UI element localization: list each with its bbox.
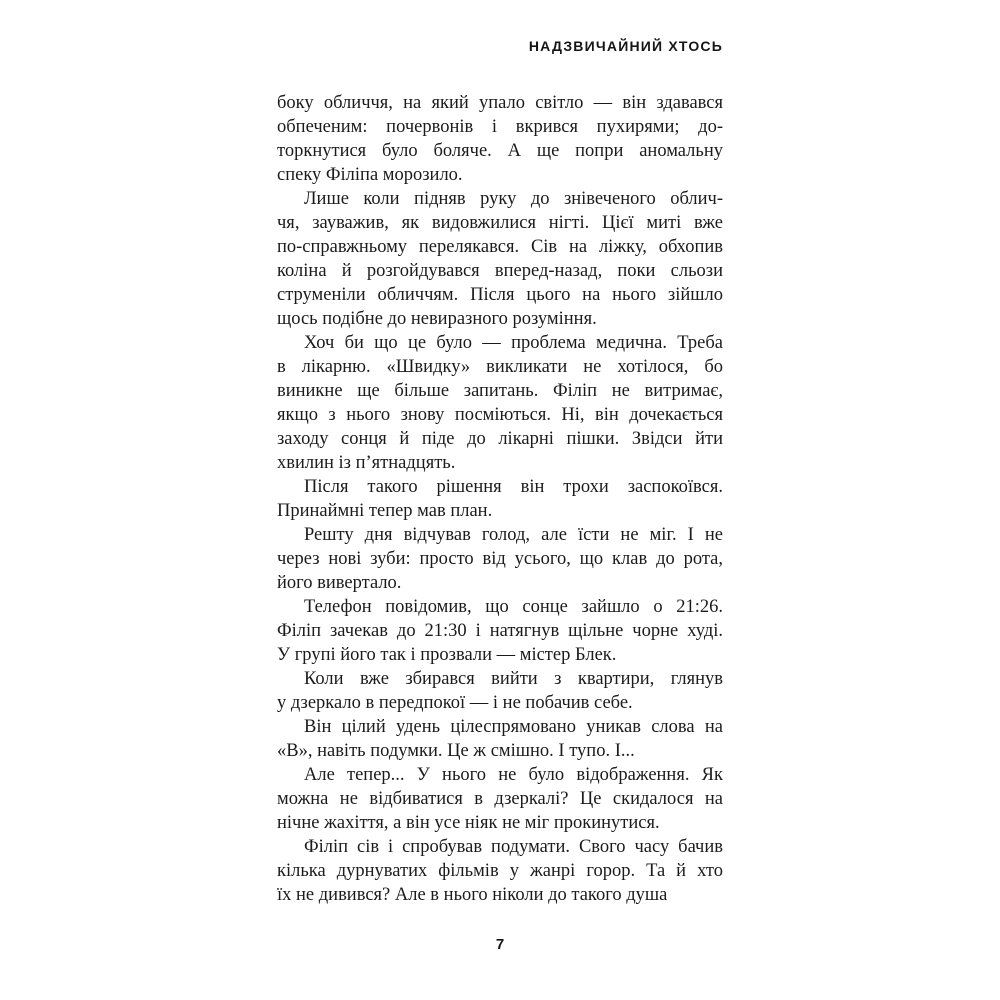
text-line: У групі його так і прозвали — містер Блек. xyxy=(277,645,617,665)
text-line: Лише коли підняв руку до знівеченого облич- xyxy=(304,189,723,209)
text-line: Філіп зачекав до 21:30 і натягнув щільне чорне худі. xyxy=(277,621,723,641)
paragraph xyxy=(277,715,723,763)
text-line: по-справжньому перелякався. Сів на ліжку, обхопив xyxy=(277,237,723,257)
paragraph xyxy=(277,523,723,595)
text-line: Телефон повідомив, що сонце зайшло о 21:26. xyxy=(304,597,723,617)
text-line: боку обличчя, на який упало світло — він здавався xyxy=(277,93,723,113)
paragraph xyxy=(277,835,723,907)
paragraph xyxy=(277,667,723,715)
text-line: можна не відбиватися в дзеркалі? Це скидалося на xyxy=(277,789,723,809)
text-line: в лікарню. «Швидку» викликати не хотілося, бо xyxy=(277,357,723,377)
text-line: Хоч би що це було — проблема медична. Треба xyxy=(304,333,723,353)
page-number: 7 xyxy=(495,936,505,953)
paragraph xyxy=(277,331,723,475)
text-line: Принаймні тепер мав план. xyxy=(277,501,493,521)
paragraph xyxy=(277,763,723,835)
text-line: Коли вже збирався вийти з квартири, глянув xyxy=(304,669,723,689)
text-line: Він цілий удень цілеспрямовано уникав слова на xyxy=(304,717,723,737)
text-line: торкнутися було боляче. А ще попри аномальну xyxy=(277,141,723,161)
text-line: щось подібне до невиразного розуміння. xyxy=(277,309,597,329)
text-line: обпеченим: почервонів і вкрився пухирями; до- xyxy=(277,117,723,137)
text-line: нічне жахіття, а він усе ніяк не міг прокинутися. xyxy=(277,813,660,833)
text-line: хвилин із п’ятнадцять. xyxy=(277,453,456,473)
running-header: НАДЗВИЧАЙНИЙ ХТОСЬ xyxy=(528,38,723,54)
text-line: «В», навіть подумки. Це ж смішно. І тупо. І... xyxy=(277,741,635,761)
text-line: через нові зуби: просто від усього, що клав до рота, xyxy=(277,549,723,569)
paragraph xyxy=(277,475,723,523)
text-line: Але тепер... У нього не було відображення. Як xyxy=(304,765,723,785)
paragraph xyxy=(277,187,723,331)
text-line: кілька дурнуватих фільмів у жанрі горор. Та й хто xyxy=(277,861,723,881)
text-line: якщо з нього знову посміються. Ні, він дочекається xyxy=(277,405,723,425)
text-block xyxy=(277,91,723,907)
paragraph xyxy=(277,595,723,667)
text-line: Філіп сів і спробував подумати. Свого часу бачив xyxy=(304,837,723,857)
paragraph xyxy=(277,91,723,187)
text-line: у дзеркало в передпокої — і не побачив себе. xyxy=(277,693,633,713)
text-line: спеку Філіпа морозило. xyxy=(277,165,463,185)
text-line: коліна й розгойдувався вперед-назад, поки сльози xyxy=(277,261,723,281)
text-line: Решту дня відчував голод, але їсти не міг. І не xyxy=(304,525,723,545)
text-line: струменіли обличчям. Після цього на нього зійшло xyxy=(277,285,723,305)
text-line: його вивертало. xyxy=(277,573,402,593)
text-line: Після такого рішення він трохи заспокоївся. xyxy=(304,477,723,497)
text-line: їх не дивився? Але в нього ніколи до такого душа xyxy=(277,885,668,905)
text-line: виникне ще більше запитань. Філіп не витримає, xyxy=(277,381,723,401)
text-line: чя, зауважив, як видовжилися нігті. Цієї миті вже xyxy=(277,213,723,233)
text-line: заходу сонця й піде до лікарні пішки. Звідси йти xyxy=(277,429,723,449)
